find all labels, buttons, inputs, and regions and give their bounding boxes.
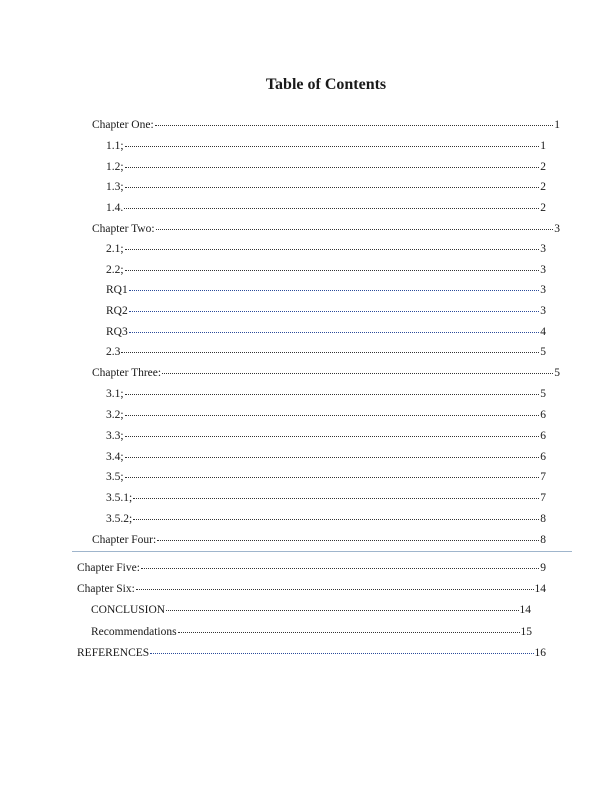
toc-entry-chapter-six[interactable] xyxy=(77,582,546,596)
toc-entry-label: CONCLUSION xyxy=(91,604,166,616)
toc-entry-label: REFERENCES xyxy=(77,647,150,659)
dot-leader xyxy=(129,290,539,291)
dot-leader xyxy=(125,477,539,478)
toc-entry-rq2[interactable] xyxy=(106,304,546,318)
dot-leader xyxy=(166,610,518,611)
toc-entry-label: RQ2 xyxy=(106,305,128,317)
toc-entry-recommendations[interactable] xyxy=(91,625,532,639)
toc-entry-page: 14 xyxy=(534,583,546,595)
toc-entry-conclusion[interactable] xyxy=(91,603,531,617)
dot-leader xyxy=(136,589,534,590)
toc-entry-chapter-two[interactable] xyxy=(92,222,560,236)
toc-entry-chapter-three[interactable] xyxy=(92,366,560,380)
toc-entry-label: 3.5.2; xyxy=(106,513,133,525)
toc-entry-label: 3.5.1; xyxy=(106,492,133,504)
toc-entry-page: 3 xyxy=(540,305,546,317)
dot-leader xyxy=(150,653,533,654)
toc-entry-1-3[interactable] xyxy=(106,180,546,194)
toc-entry-label: 3.3; xyxy=(106,430,124,442)
toc-entry-label: RQ3 xyxy=(106,326,128,338)
toc-entry-2-2[interactable] xyxy=(106,263,546,277)
dot-leader xyxy=(125,436,539,437)
toc-entry-label: 3.5; xyxy=(106,471,124,483)
dot-leader xyxy=(125,394,539,395)
dot-leader xyxy=(125,415,539,416)
toc-entry-page: 5 xyxy=(554,367,560,379)
dot-leader xyxy=(178,632,520,633)
toc-entry-page: 1 xyxy=(540,140,546,152)
dot-leader xyxy=(133,498,539,499)
toc-entry-label: Chapter Three: xyxy=(92,367,162,379)
toc-entry-page: 5 xyxy=(540,388,546,400)
toc-entry-label: Chapter Five: xyxy=(77,562,140,574)
dot-leader xyxy=(125,146,539,147)
toc-entry-references[interactable] xyxy=(77,646,546,660)
toc-entry-1-1[interactable] xyxy=(106,139,546,153)
toc-entry-page: 9 xyxy=(540,562,546,574)
toc-entry-page: 7 xyxy=(540,492,546,504)
toc-entry-label: Chapter One: xyxy=(92,119,154,131)
toc-entry-page: 3 xyxy=(540,264,546,276)
toc-entry-page: 16 xyxy=(534,647,546,659)
toc-entry-label: Chapter Two: xyxy=(92,223,155,235)
dot-leader xyxy=(125,457,539,458)
toc-entry-page: 2 xyxy=(540,161,546,173)
toc-entry-label: RQ1 xyxy=(106,284,128,296)
toc-entry-3-4[interactable] xyxy=(106,450,546,464)
toc-entry-page: 5 xyxy=(540,346,546,358)
toc-entry-chapter-four[interactable] xyxy=(92,533,546,547)
toc-entry-label: 3.4; xyxy=(106,451,124,463)
toc-entry-label: Chapter Six: xyxy=(77,583,135,595)
toc-entry-page: 3 xyxy=(554,223,560,235)
toc-entry-page: 6 xyxy=(540,451,546,463)
toc-entry-label: 1.3; xyxy=(106,181,124,193)
toc-entry-page: 8 xyxy=(540,513,546,525)
toc-entry-3-2[interactable] xyxy=(106,408,546,422)
toc-entry-3-5[interactable] xyxy=(106,470,546,484)
toc-entry-label: 1.2; xyxy=(106,161,124,173)
toc-entry-label: 2.2; xyxy=(106,264,124,276)
toc-entry-label: 2.3 xyxy=(106,346,121,358)
toc-entry-label: 2.1; xyxy=(106,243,124,255)
toc-entry-page: 3 xyxy=(540,243,546,255)
dot-leader xyxy=(121,352,539,353)
dot-leader xyxy=(155,125,553,126)
toc-entry-page: 2 xyxy=(540,202,546,214)
toc-entry-page: 15 xyxy=(520,626,532,638)
toc-entry-page: 8 xyxy=(540,534,546,546)
dot-leader xyxy=(129,311,539,312)
toc-entry-label: Chapter Four: xyxy=(92,534,157,546)
dot-leader xyxy=(162,373,553,374)
toc-entry-rq1[interactable] xyxy=(106,283,546,297)
toc-entry-2-3[interactable] xyxy=(106,345,546,359)
toc-entry-3-1[interactable] xyxy=(106,387,546,401)
dot-leader xyxy=(129,332,539,333)
toc-entry-label: 3.1; xyxy=(106,388,124,400)
toc-entry-2-1[interactable] xyxy=(106,242,546,256)
toc-entry-page: 3 xyxy=(540,284,546,296)
dot-leader xyxy=(133,519,539,520)
toc-entry-page: 6 xyxy=(540,409,546,421)
dot-leader xyxy=(124,208,539,209)
dot-leader xyxy=(157,540,539,541)
toc-entry-page: 6 xyxy=(540,430,546,442)
toc-entry-label: Recommendations xyxy=(91,626,177,638)
toc-entry-chapter-five[interactable] xyxy=(77,561,546,575)
toc-entry-chapter-one[interactable] xyxy=(92,118,560,132)
toc-entry-label: 3.2; xyxy=(106,409,124,421)
toc-entry-page: 2 xyxy=(540,181,546,193)
toc-entry-page: 1 xyxy=(554,119,560,131)
dot-leader xyxy=(125,270,539,271)
dot-leader xyxy=(125,249,539,250)
toc-entry-page: 7 xyxy=(540,471,546,483)
toc-entry-page: 14 xyxy=(519,604,531,616)
toc-entry-3-5-1[interactable] xyxy=(106,491,546,505)
dot-leader xyxy=(156,229,553,230)
toc-entry-label: 1.4. xyxy=(106,202,124,214)
toc-entry-page: 4 xyxy=(540,326,546,338)
toc-entry-1-4[interactable] xyxy=(106,201,546,215)
dot-leader xyxy=(125,187,539,188)
toc-title: Table of Contents xyxy=(265,76,387,93)
section-divider xyxy=(72,551,572,552)
toc-entry-rq3[interactable] xyxy=(106,325,546,339)
dot-leader xyxy=(141,568,539,569)
toc-entry-label: 1.1; xyxy=(106,140,124,152)
dot-leader xyxy=(125,167,539,168)
toc-entry-3-3[interactable] xyxy=(106,429,546,443)
toc-entry-1-2[interactable] xyxy=(106,160,546,174)
toc-entry-3-5-2[interactable] xyxy=(106,512,546,526)
